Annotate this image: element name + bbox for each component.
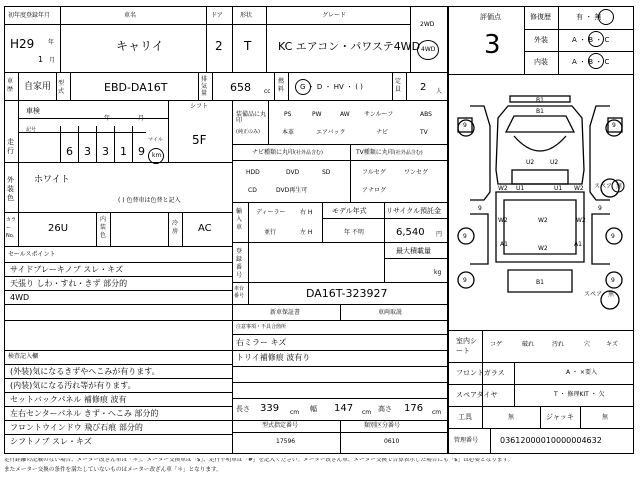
recycle-label: リサイクル預託金 [386, 207, 442, 215]
diagram-spare-1-mark: 無 [616, 183, 623, 190]
diagram-a1-a: A1 [500, 241, 508, 248]
shape-label: 形状 [240, 12, 253, 19]
interior-options: A ・ B ・ C [572, 58, 610, 66]
height-value: 176 [404, 403, 424, 414]
diagram-w2-b: W2 [574, 185, 584, 192]
load-label: 最大積載量 [396, 247, 431, 255]
diagram-w2-a: W2 [498, 185, 508, 192]
tv-sub: (社外品含む) [393, 150, 423, 156]
tire-rr: 9 [611, 277, 615, 284]
car-name: キャリイ [116, 39, 164, 53]
tool-value: 無 [508, 414, 515, 421]
model-label: 型式 [58, 80, 65, 95]
cap-unit: 人 [436, 88, 443, 95]
grade-value: KC エアコン・パワステ4WD [278, 40, 421, 53]
footer-line-1: 走行距離の記載のない場合、メーター改ざん車は「＊」、メーター交換車は「$」、走行不明車は「#」を記入ください。メーター改ざん車、メーター交換で合算表示した場合にも「$」は必要となります。 [4, 458, 514, 463]
inspection-month: 月 [138, 115, 145, 122]
recycle-value: 6,540 [396, 227, 425, 238]
navi-cd: CD [248, 187, 257, 194]
repair-none-circle [598, 9, 614, 25]
sales-label: セールスポイント [8, 251, 56, 258]
equip-tv: TV [420, 129, 428, 136]
navi-sub: (社外品含む) [294, 150, 323, 156]
width-label: 幅 [310, 405, 317, 413]
jack-value: 無 [602, 414, 609, 421]
exterior-b-circle [588, 31, 604, 47]
car-name-label: 車名 [124, 12, 137, 19]
length-label: 長さ [236, 405, 250, 413]
tire-fl: 9 [463, 122, 467, 129]
seat-tear: 破れ [522, 341, 535, 348]
model-value: EBD-DA16T [104, 81, 168, 94]
diagram-u2-a: U2 [526, 159, 535, 166]
diagram-u1-left: U1 [516, 185, 525, 192]
mileage-digit-4: 1 [120, 145, 127, 158]
chassis-value: DA16T-323927 [306, 287, 388, 300]
spare-label: スペアタイヤ [456, 391, 498, 399]
disp-label: 排気量 [201, 76, 208, 97]
import-left: 左 H [300, 229, 313, 236]
inspector-label: 検査記入欄 [8, 353, 39, 360]
tool-label: 工具 [458, 413, 472, 421]
height-unit: cm [432, 409, 442, 416]
mileage-digit-1: 6 [66, 145, 73, 158]
mileage-digit-3: 3 [102, 145, 109, 158]
tire-mr: 9 [611, 233, 615, 240]
tv-analog: アナログ [362, 187, 387, 194]
door-label: ドア [211, 12, 223, 19]
shift-value: 5F [192, 133, 207, 147]
navi-dvd: DVD [286, 169, 300, 176]
color-label: 外装色 [7, 176, 14, 202]
model-spec-label: 型式指定番号 [262, 422, 299, 429]
mgmt-label: 管理番号 [454, 437, 479, 444]
import-parallel: 並行 [264, 229, 277, 236]
seat-scratch: キズ [606, 341, 618, 348]
class-label: 類別区分番号 [364, 422, 401, 429]
drive-4wd: 4WD [421, 46, 436, 53]
disp-value: 658 [230, 81, 251, 94]
repair-options: 有 ・ 無 [576, 13, 602, 21]
color-no-label: カラーNo. [6, 217, 17, 239]
inspector-line-4: 左右センターパネル きず・へこみ 部分的 [10, 409, 159, 418]
notes-line-2: トリイ補修痕 波有り [236, 353, 311, 362]
fuel-label: 燃料 [278, 78, 285, 93]
load-unit: kg [434, 269, 442, 276]
sales-line-1: サイドブレーキノブ スレ・キズ [10, 265, 124, 274]
tv-label-text: TV種類に丸印 [356, 149, 394, 156]
footer-line-2: またメーター交換の条件を満たしていないものはメーター改ざん車「＊」となります。 [4, 467, 222, 473]
equip-aw: AW [340, 111, 350, 118]
reg-month: 1 [38, 55, 44, 64]
diagram-spare-1: スペア [594, 183, 613, 190]
car-damage-diagram [448, 74, 634, 330]
equip-ps: PS [284, 111, 292, 118]
inspector-line-5: フロントウインドウ 飛び石痕 部分的 [10, 423, 143, 432]
fuel-options: G ・ D ・ HV ・ ( ) [300, 83, 363, 91]
seat-hole: 穴 [584, 341, 591, 348]
import-label: 輸入車 [236, 208, 243, 231]
year-suffix: 年 [48, 39, 55, 46]
exterior-options: A ・ B ・ C [572, 36, 610, 44]
use-value: 自家用 [24, 82, 52, 92]
interior-color-label: 内装色 [100, 216, 107, 239]
repair-label: 修復歴 [530, 13, 551, 21]
seat-stain: 汚れ [552, 341, 565, 348]
use-label: 車歴 [7, 78, 14, 93]
diagram-w2-c: W2 [538, 217, 548, 224]
class-value: 0610 [384, 438, 400, 445]
width-value: 147 [334, 403, 354, 414]
drive-4wd-circle [417, 40, 439, 60]
glass-value: A ・ ×要入 [566, 369, 597, 376]
ac-label: 冷房 [172, 220, 179, 235]
unit-mile: マイル [148, 137, 163, 143]
recycle-unit: 円 [436, 231, 443, 238]
interior-b-circle [588, 53, 604, 69]
month-suffix: 月 [49, 57, 56, 64]
notes-line-1: 右ミラー キズ [236, 338, 287, 347]
diagram-b1-bottom: B1 [536, 279, 544, 286]
disp-unit: cc [264, 88, 271, 95]
diagram-u2-b: U2 [550, 159, 559, 166]
inspection-year: 年 [104, 115, 111, 122]
warranty-label: 新車保証書 [270, 309, 301, 316]
inspector-line-2: (内装)気になる汚れ等が有ります。 [10, 381, 136, 390]
sales-line-2: 天張り しわ・すれ・きず 部分的 [10, 279, 128, 288]
width-unit: cm [362, 409, 372, 416]
diagram-w2-f: W2 [576, 217, 586, 224]
equip-sublabel: (純正のみ) [236, 129, 260, 135]
unit-km: km [152, 152, 162, 159]
notes-label: 注意事項・不具合箇所 [236, 324, 287, 330]
height-label: 高さ [378, 405, 392, 413]
diagram-u1-right: U1 [554, 185, 563, 192]
navi-label [252, 150, 323, 156]
spare-value: T ・ 修理KIT ・ 欠 [554, 391, 605, 398]
reg-label: 登録番号 [236, 248, 243, 279]
color-note: ( ) 色替車は色替と記入 [118, 197, 181, 204]
inspector-line-1: (外装)気になるきずやへこみが有ります。 [10, 367, 160, 376]
equip-pw: PW [312, 111, 322, 118]
ac-value: AC [198, 223, 212, 234]
grade-label: グレード [322, 12, 347, 19]
cap-value: 2 [420, 82, 427, 93]
tire-br: 9 [598, 205, 602, 212]
mgmt-value: 03612000010000004632 [500, 436, 602, 445]
mileage-digit-5: 9 [138, 145, 145, 158]
first-reg-label: 初年度登録年月 [8, 12, 51, 19]
model-year-label: モデル年式 [332, 207, 367, 215]
length-value: 339 [260, 403, 280, 414]
navi-label-text: ナビ種類に丸印 [252, 149, 295, 156]
import-dealer: ディーラー [256, 209, 286, 216]
interior-label: 内装 [534, 58, 548, 66]
jack-label: ジャッキ [546, 413, 574, 421]
diagram-spare-2-mark: 無 [608, 291, 615, 298]
chassis-label: 車台番号 [234, 286, 245, 299]
drive-2wd: 2WD [420, 21, 435, 28]
era-year: H29 [10, 37, 35, 51]
exterior-label: 外装 [534, 36, 548, 44]
shift-label: シフト [190, 103, 209, 110]
color-no: 26U [48, 223, 69, 234]
navi-sd: SD [322, 169, 331, 176]
diagram-b1-top: B1 [536, 97, 544, 104]
diagram-spare-2: スペア [584, 291, 603, 298]
color-value: ホワイト [34, 175, 70, 185]
door-count: 2 [215, 39, 223, 53]
diagram-b1-top2: B1 [536, 108, 544, 115]
tire-rl: 9 [463, 277, 467, 284]
tv-fullseg: フルセグ [362, 169, 386, 176]
mileage-title: 車検 [26, 107, 40, 115]
navi-dvdplay: DVD再生可 [276, 187, 308, 194]
equip-sunroof: サンルーフ [364, 111, 394, 118]
inspector-line-3: セットバックパネル 補修痕 波有 [10, 395, 127, 404]
tv-oneseg: ワンセグ [404, 169, 429, 176]
inspector-line-6: シフトノブ スレ・キズ [10, 437, 92, 446]
mileage-digit-2: 3 [84, 145, 91, 158]
tire-ml: 9 [463, 233, 467, 240]
fuel-g-circle [295, 79, 311, 95]
glass-label: フロントガラス [456, 369, 505, 377]
score-value: 3 [484, 30, 501, 60]
import-right: 右 H [300, 209, 313, 216]
model-year-value: 年 不明 [344, 229, 364, 236]
tv-label [356, 150, 423, 156]
equip-navi: ナビ [376, 129, 389, 136]
km-label: 走行 [7, 138, 14, 155]
length-unit: cm [290, 409, 300, 416]
meter-label: 記号 [26, 127, 37, 133]
equip-leather: 本革 [282, 129, 295, 136]
equip-label: 装備品に丸印 [236, 111, 267, 124]
diagram-w2-e: W2 [498, 217, 508, 224]
model-spec-value: 17596 [276, 438, 296, 445]
equip-airbag: エアバック [316, 129, 346, 136]
diagram-w2-d: W2 [538, 245, 548, 252]
navi-hdd: HDD [246, 169, 260, 176]
seat-burn: コゲ [490, 341, 503, 348]
seat-label: 室内シート [456, 337, 477, 355]
tire-bl: 9 [478, 205, 482, 212]
equip-abs: ABS [420, 111, 432, 118]
body-shape: T [244, 39, 252, 53]
diagram-a1-b: A1 [574, 241, 582, 248]
tire-fr: 9 [612, 122, 616, 129]
cap-label: 定員 [395, 78, 402, 93]
manual-label: 車両取説 [378, 309, 403, 316]
sales-line-3: 4WD [10, 293, 30, 302]
score-label: 評価点 [480, 13, 501, 21]
unit-km-circle [148, 148, 164, 164]
